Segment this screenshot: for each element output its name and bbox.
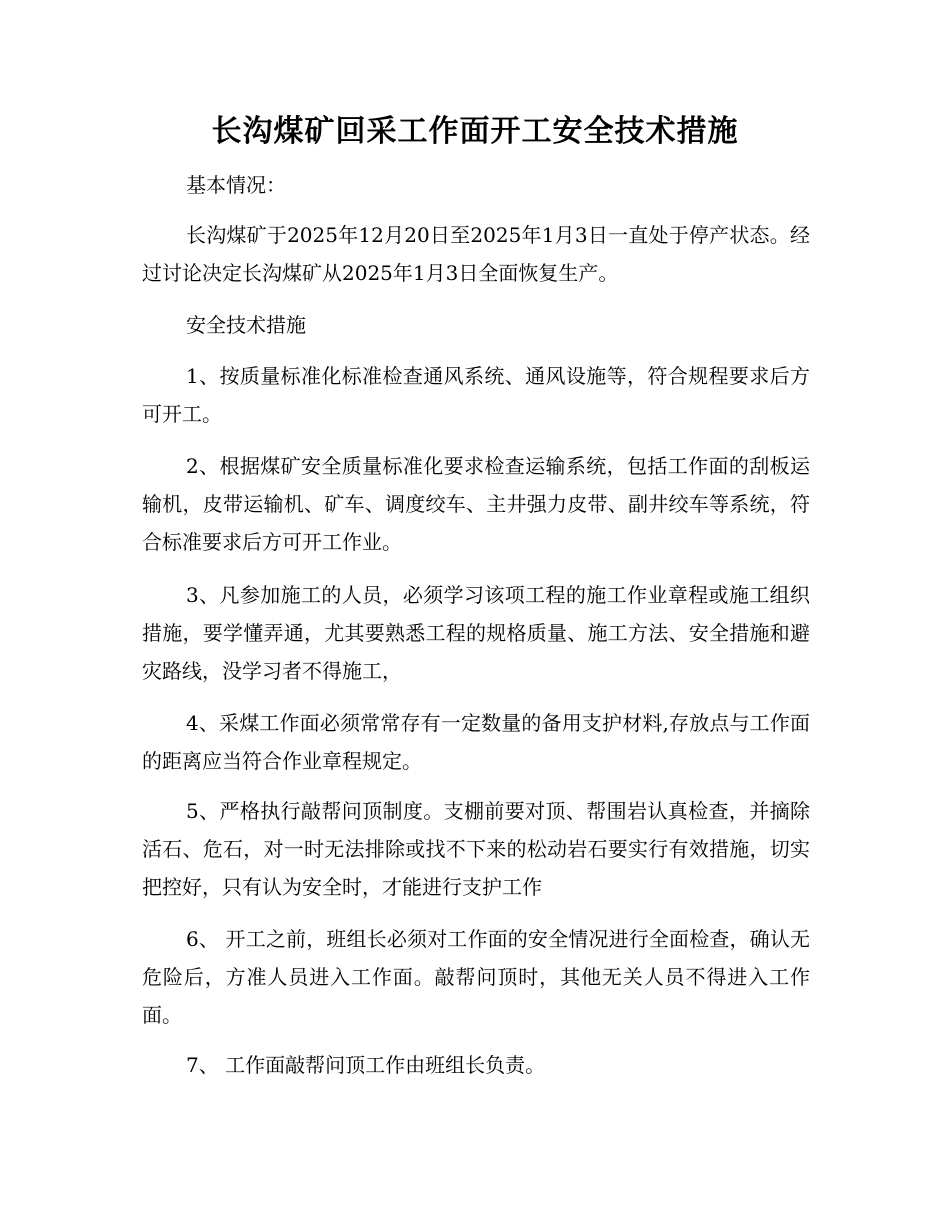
paragraph-basic-situation-heading: 基本情况：: [186, 173, 286, 197]
paragraph-measure-2: 2、根据煤矿安全质量标准化要求检查运输系统，包括工作面的刮板运输机，皮带运输机、矿车、调度绞车、主井强力皮带、副井绞车等系统，符合标准要求后方可开工作业。: [142, 454, 810, 554]
paragraph-measure-3: 3、凡参加施工的人员，必须学习该项工程的施工作业章程或施工组织措施，要学懂弄通，尤其要熟悉工程的规格质量、施工方法、安全措施和避灾路线，没学习者不得施工，: [142, 583, 810, 683]
paragraph-measure-6: 6、 开工之前，班组长必须对工作面的安全情况进行全面检查，确认无危险后，方准人员进入工作面。敲帮问顶时，其他无关人员不得进入工作面。: [142, 927, 810, 1027]
paragraph-basic-situation: 长沟煤矿于2025年12月20日至2025年1月3日一直处于停产状态。经过讨论决定长沟煤矿从2025年1月3日全面恢复生产。: [142, 223, 810, 285]
paragraph-measure-4: 4、采煤工作面必须常常存有一定数量的备用支护材料,存放点与工作面的距离应当符合作业章程规定。: [142, 711, 810, 773]
paragraph-measure-5: 5、严格执行敲帮问顶制度。支棚前要对顶、帮围岩认真检查，并摘除活石、危石，对一时无法排除或找不下来的松动岩石要实行有效措施，切实把控好，只有认为安全时，才能进行支护工作: [142, 799, 810, 899]
paragraph-measure-1: 1、按质量标准化标准检查通风系统、通风设施等，符合规程要求后方可开工。: [142, 364, 810, 426]
document-title: 长沟煤矿回采工作面开工安全技术措施: [211, 114, 739, 149]
paragraph-safety-measures-heading: 安全技术措施: [186, 313, 306, 337]
paragraph-measure-7: 7、 工作面敲帮问顶工作由班组长负责。: [186, 1053, 546, 1077]
